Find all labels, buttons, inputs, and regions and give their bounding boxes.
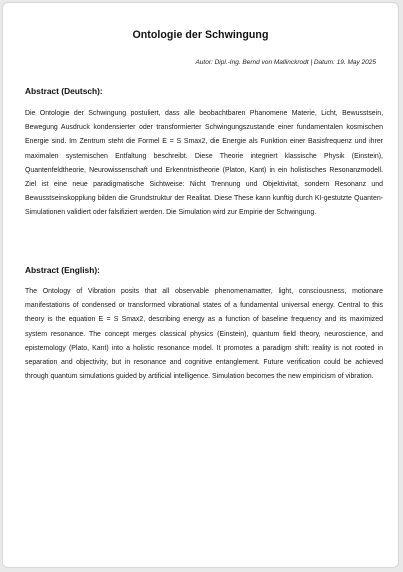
abstract-de-heading: Abstract (Deutsch): xyxy=(25,86,103,96)
abstract-en-text: The Ontology of Vibration posits that all observable phenomenamatter, light, consciousness, motionare manifestations of condensed or transformed vibrational states of a fundamental universal energy. Central to this theory is the equation E = S Smax2, describing energy as a function of baseline frequency and its maximized system resonance. The concept merges classical physics (Einstein), quantum field theory, neuroscience, and epistemology (Plato, Kant) into a holistic resonance model. It promotes a paradigm shift: reality is not rooted in separation and objectivity, but in resonance and cognitive entanglement. Future verification could be achieved through quantum simulations guided by artificial intelligence. Simulation becomes the new empiricism of vibration. xyxy=(25,288,383,381)
author-date-line: Autor: Dipl.-Ing. Bernd von Mallinckrodt | Datum: 19. May 2025 xyxy=(195,59,376,66)
document-title: Ontologie der Schwingung xyxy=(132,29,269,41)
abstract-en-heading: Abstract (English): xyxy=(25,265,100,275)
abstract-de-text: Die Ontologie der Schwingung postuliert, dass alle beobachtbaren Phanomene Materie, Licht, Bewusstsein, Bewegung Ausdruck kondensierter oder transformierter Schwingungszustande einer fundamentalen kosmischen Energie sind. Im Zentrum steht die Formel E = S Smax2, die Energie als Funktion einer Basisfrequenz und ihrer maximalen systemischen Entfaltung beschreibt. Diese Theorie integriert klassische Physik (Einstein), Quantenfeldtheorie, Neurowissenschaft und Erkenntnistheorie (Platon, Kant) in ein holistisches Resonanzmodell. Ziel ist eine neue paradigmatische Sichtweise: Nicht Trennung und Objektivitat, sondern Resonanz und Bewusstseinskopplung bilden die Grundstruktur der Realitat. Diese These kann kunftig durch KI-gestutzte Quanten-Simulationen validiert oder falsifiziert werden. Die Simulation wird zur Empirie der Schwingung. xyxy=(25,110,383,217)
document-page xyxy=(2,2,399,568)
